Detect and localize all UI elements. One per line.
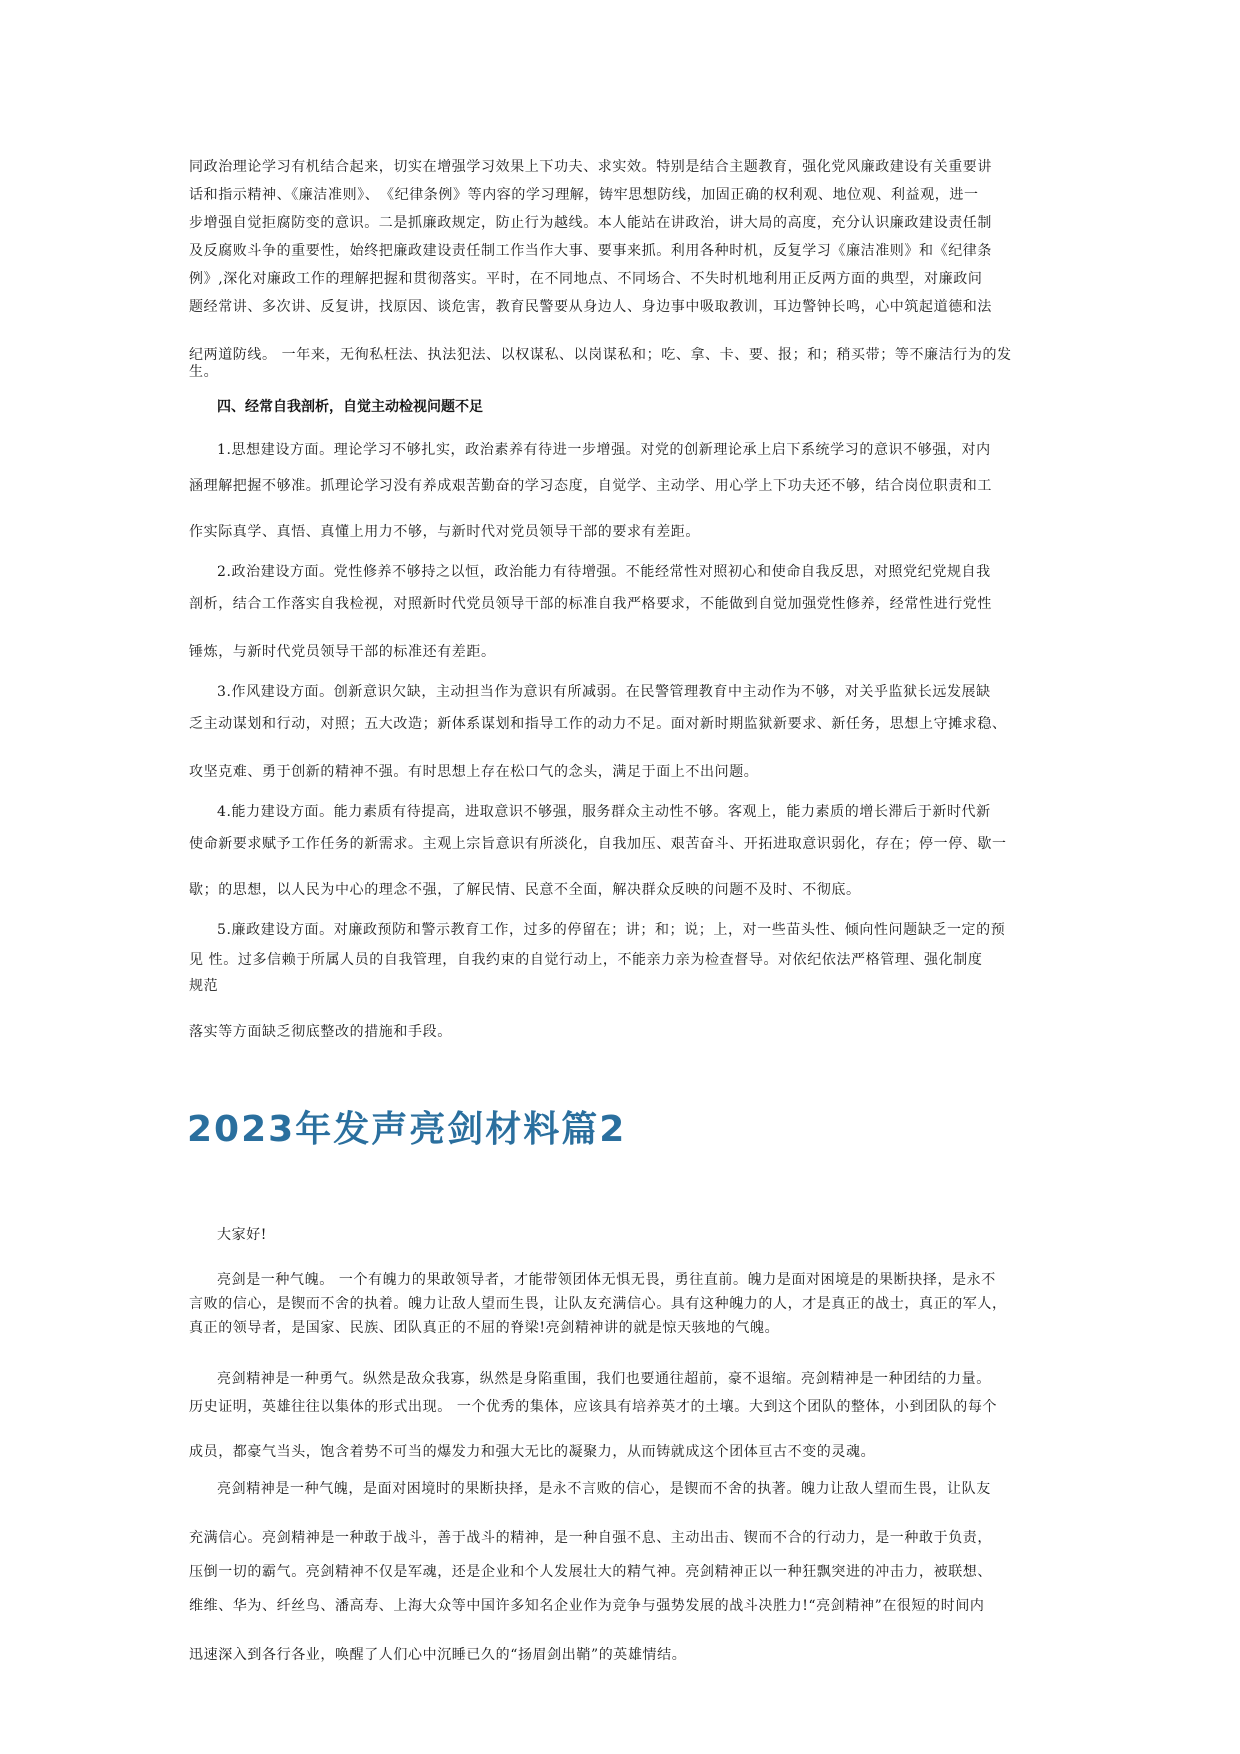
body-text-line: 及反腐败斗争的重要性，始终把廉政建设责任制工作当作大事、要事来抓。利用各种时机，反复学习《廉洁准则》和《纪律条 (189, 243, 992, 259)
body-text-line: 维维、华为、纤丝鸟、潘高寿、上海大众等中国许多知名企业作为竞争与强势发展的战斗决胜力!“亮剑精神”在很短的时间内 (189, 1598, 985, 1614)
body-text-line: 迅速深入到各行各业，唤醒了人们心中沉睡已久的“扬眉剑出鞘”的英雄情结。 (189, 1647, 687, 1663)
body-text-line: 纪两道防线。 一年来，无徇私枉法、执法犯法、以权谋私、以岗谋私和；吃、拿、卡、要、报；和；稍买带；等不廉洁行为的发 (189, 347, 1012, 363)
section-heading: 四、经常自我剖析，自觉主动检视问题不足 (217, 399, 483, 415)
body-text-line: 亮剑精神是一种气魄，是面对困境时的果断抉择，是永不言败的信心，是锲而不舍的执著。魄力让敌人望而生畏，让队友 (217, 1481, 991, 1497)
body-text-line: 话和指示精神、《廉洁准则》、 《纪律条例》等内容的学习理解，铸牢思想防线，加固正确的权利观、地位观、利益观，进一 (189, 187, 979, 203)
body-text-line: 亮剑是一种气魄。 一个有魄力的果敢领导者，才能带领团体无惧无畏，勇往直前。魄力是面对困境是的果断抉择，是永不 (217, 1272, 996, 1288)
greeting-text: 大家好! (217, 1227, 268, 1243)
body-text-line: 真正的领导者，是国家、民族、团队真正的不屈的脊梁!亮剑精神讲的就是惊天骇地的气魄。 (189, 1320, 780, 1336)
item-text-line: 乏主动谋划和行动，对照；五大改造；新体系谋划和指导工作的动力不足。面对新时期监狱新要求、新任务，思想上守摊求稳、 (189, 716, 1007, 732)
document-heading: 2023年发声亮剑材料篇2 (187, 1109, 627, 1150)
item-text-line: 5.廉政建设方面。对廉政预防和警示教育工作，过多的停留在；讲；和；说；上，对一些苗头性、倾向性问题缺乏一定的预 (217, 922, 1006, 938)
body-text-line: 压倒一切的霸气。亮剑精神不仅是军魂，还是企业和个人发展壮大的精气神。亮剑精神正以一种狂飘突进的冲击力，被联想、 (189, 1564, 992, 1580)
body-text-line: 成员，都豪气当头，饱含着势不可当的爆发力和强大无比的凝聚力，从而铸就成这个团体亘古不变的灵魂。 (189, 1444, 876, 1460)
body-text-line: 言败的信心，是锲而不舍的执着。魄力让敌人望而生畏，让队友充满信心。具有这种魄力的人，才是真正的战士，真正的军人， (189, 1296, 1007, 1312)
item-text-line: 歇；的思想，以人民为中心的理念不强，了解民情、民意不全面，解决群众反映的问题不及时、不彻底。 (189, 882, 861, 898)
body-text-line: 例》,深化对廉政工作的理解把握和贯彻落实。平时，在不同地点、不同场合、不失时机地利用正反两方面的典型，对廉政问 (189, 271, 983, 287)
body-text-line: 同政治理论学习有机结合起来，切实在增强学习效果上下功夫、求实效。特别是结合主题教育，强化党风廉政建设有关重要讲 (189, 159, 992, 175)
item-text-line: 涵理解把握不够准。抓理论学习没有养成艰苦勤奋的学习态度，自觉学、主动学、用心学上下功夫还不够，结合岗位职责和工 (189, 478, 992, 494)
body-text-line: 历史证明，英雄往往以集体的形式出现。 一个优秀的集体，应该具有培养英才的土壤。大到这个团队的整体，小到团队的每个 (189, 1399, 998, 1415)
item-text-line: 见 性。过多信赖于所属人员的自我管理，自我约束的自觉行动上，不能亲力亲为检查督导。对依纪依法严格管理、强化制度 (189, 952, 983, 968)
item-text-line: 规范 (189, 978, 219, 994)
item-text-line: 使命新要求赋予工作任务的新需求。主观上宗旨意识有所淡化，自我加压、艰苦奋斗、开拓进取意识弱化，存在；停一停、歇一 (189, 836, 1007, 852)
body-text-line: 题经常讲、多次讲、反复讲，找原因、谈危害，教育民警要从身边人、身边事中吸取教训，耳边警钟长鸣，心中筑起道德和法 (189, 299, 992, 315)
item-text-line: 攻坚克难、勇于创新的精神不强。有时思想上存在松口气的念头，满足于面上不出问题。 (189, 764, 759, 780)
item-text-line: 1.思想建设方面。理论学习不够扎实，政治素养有待进一步增强。对党的创新理论承上启下系统学习的意识不够强，对内 (217, 442, 991, 458)
item-text-line: 4.能力建设方面。能力素质有待提高，进取意识不够强，服务群众主动性不够。客观上，能力素质的增长滞后于新时代新 (217, 804, 991, 820)
item-text-line: 落实等方面缺乏彻底整改的措施和手段。 (189, 1024, 452, 1040)
item-text-line: 锤炼，与新时代党员领导干部的标准还有差距。 (189, 644, 496, 660)
body-text-line: 充满信心。亮剑精神是一种敢于战斗，善于战斗的精神，是一种自强不息、主动出击、锲而不合的行动力，是一种敢于负责， (189, 1530, 992, 1546)
item-text-line: 作实际真学、真悟、真懂上用力不够，与新时代对党员领导干部的要求有差距。 (189, 524, 700, 540)
item-text-line: 剖析，结合工作落实自我检视，对照新时代党员领导干部的标准自我严格要求，不能做到自觉加强党性修养，经常性进行党性 (189, 596, 992, 612)
item-text-line: 3.作风建设方面。创新意识欠缺，主动担当作为意识有所减弱。在民警管理教育中主动作为不够，对关乎监狱长远发展缺 (217, 684, 991, 700)
item-text-line: 2.政治建设方面。党性修养不够持之以恒，政治能力有待增强。不能经常性对照初心和使命自我反思，对照党纪党规自我 (217, 564, 991, 580)
body-text-line: 步增强自觉拒腐防变的意识。二是抓廉政规定，防止行为越线。本人能站在讲政治，讲大局的高度，充分认识廉政建设责任制 (189, 215, 992, 231)
body-text-line: 亮剑精神是一种勇气。纵然是敌众我寡，纵然是身陷重围，我们也要通往超前，豪不退缩。亮剑精神是一种团结的力量。 (217, 1371, 991, 1387)
body-text-line: 生。 (189, 364, 219, 380)
